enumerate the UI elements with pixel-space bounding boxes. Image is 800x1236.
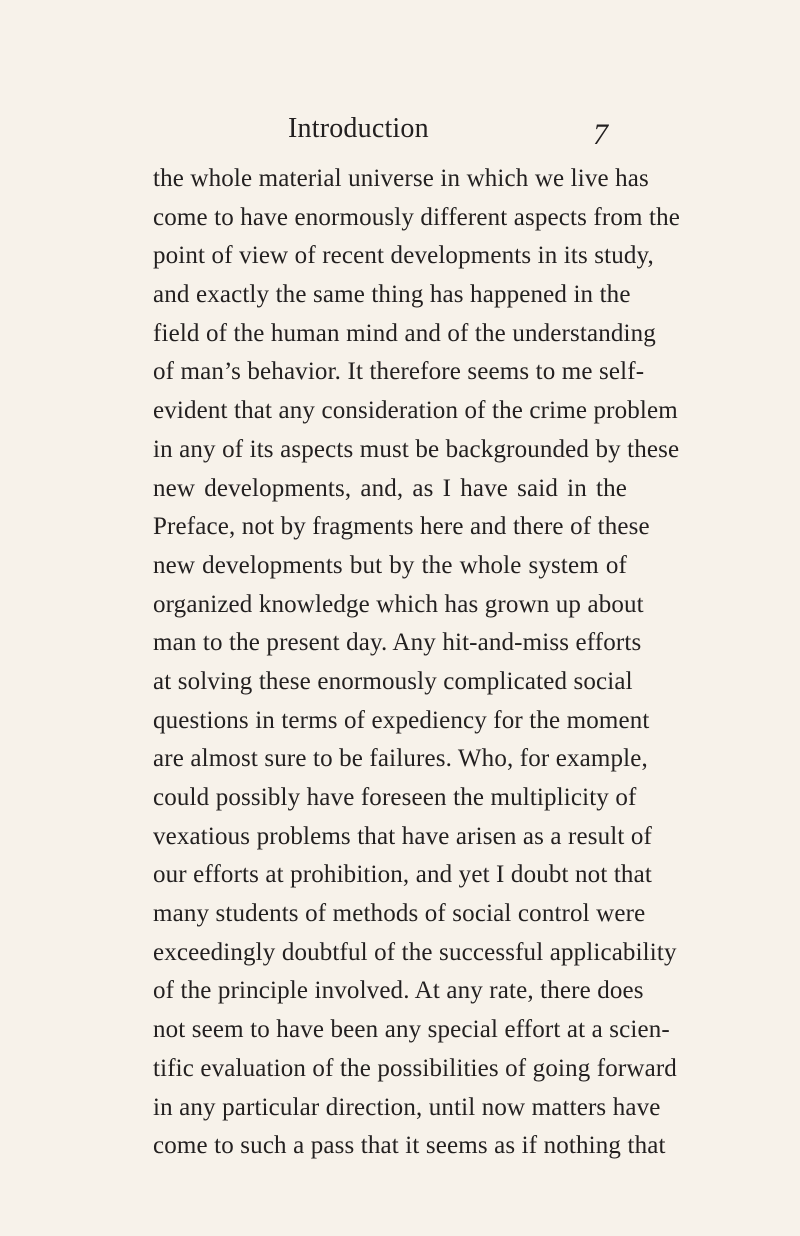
text-line: many students of methods of social control were bbox=[153, 900, 646, 928]
text-line: of man’s behavior. It therefore seems to me self- bbox=[153, 358, 645, 386]
text-line: man to the present day. Any hit-and-miss efforts bbox=[153, 629, 642, 657]
body-text bbox=[153, 160, 681, 1166]
text-line: organized knowledge which has grown up about bbox=[153, 590, 644, 618]
text-line: come to such a pass that it seems as if nothing that bbox=[153, 1132, 666, 1160]
running-head bbox=[288, 112, 628, 152]
text-line: tific evaluation of the possibilities of going forward bbox=[153, 1054, 677, 1082]
text-line: Preface, not by fragments here and there of these bbox=[153, 513, 650, 541]
text-line: new developments, and, as I have said in the bbox=[153, 474, 627, 502]
text-line: and exactly the same thing has happened in the bbox=[153, 281, 631, 309]
text-line: exceedingly doubtful of the successful applicability bbox=[153, 938, 677, 966]
text-line: questions in terms of expediency for the moment bbox=[153, 706, 650, 734]
text-line: at solving these enormously complicated social bbox=[153, 667, 633, 695]
text-line: point of view of recent developments in its study, bbox=[153, 242, 654, 270]
running-head-title: Introduction bbox=[288, 113, 429, 144]
text-line: field of the human mind and of the understanding bbox=[153, 319, 656, 347]
text-line: evident that any consideration of the crime problem bbox=[153, 397, 678, 425]
text-line: in any of its aspects must be backgrounded by these bbox=[153, 435, 680, 463]
text-line: the whole material universe in which we live has bbox=[153, 165, 649, 192]
text-line: of the principle involved. At any rate, there does bbox=[153, 977, 644, 1005]
text-line: are almost sure to be failures. Who, for example, bbox=[153, 745, 648, 773]
text-line: in any particular direction, until now matters have bbox=[153, 1093, 661, 1121]
text-line: new developments but by the whole system of bbox=[153, 551, 627, 579]
text-line: come to have enormously different aspects from the bbox=[153, 203, 681, 231]
text-line: not seem to have been any special effort at a scien- bbox=[153, 1016, 670, 1044]
page-number: 7 bbox=[593, 118, 608, 151]
text-line: our efforts at prohibition, and yet I doubt not that bbox=[153, 861, 652, 889]
text-line: vexatious problems that have arisen as a result of bbox=[153, 822, 653, 850]
text-line: could possibly have foreseen the multiplicity of bbox=[153, 784, 637, 811]
